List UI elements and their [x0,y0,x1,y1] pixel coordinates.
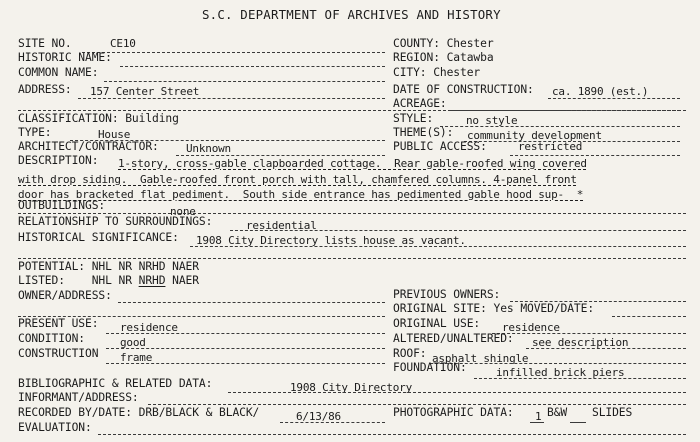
significance-value: 1908 City Directory lists house as vacant. [196,234,466,247]
altered-line [526,348,686,349]
original-site: ORIGINAL SITE: Yes MOVED/DATE: [393,302,595,315]
relationship-line [230,230,686,231]
potential: POTENTIAL: NHL NR NRHD NAER [18,260,199,273]
relationship-label: RELATIONSHIP TO SURROUNDINGS: [18,215,213,228]
style-label: STYLE: [393,112,434,125]
listed-nrhd: NRHD [138,274,166,287]
foundation-label: FOUNDATION: [393,361,467,374]
roof-value: asphalt shingle [432,352,529,365]
original-use-label: ORIGINAL USE: [393,317,481,330]
photo-count: 1 [535,410,542,423]
altered-label: ALTERED/UNALTERED: [393,332,514,345]
photo-bw: B&W [547,406,568,419]
public-access-label: PUBLIC ACCESS: [393,140,487,153]
section-divider-3 [18,258,686,259]
condition-line [106,348,385,349]
foundation-value: infilled brick piers [496,366,625,379]
city: CITY: Chester [393,66,481,79]
informant-line [148,404,686,405]
public-access-value: restricted [518,140,583,153]
roof-line [430,363,686,364]
construction-value: frame [120,351,153,364]
type-label: TYPE: [18,126,52,139]
site-no-label: SITE NO. [18,37,72,50]
description-line-2: with drop siding. Gable-roofed front porch with tall, chamfered columns. 4-panel front [18,173,577,186]
region: REGION: Catawba [393,51,494,64]
listed [18,275,199,286]
address-line [78,98,385,99]
site-no-line [82,52,385,53]
description-line-1: 1-story, cross-gable clapboarded cottage. Rear gable-roofed wing covered [118,157,587,170]
listed-prefix: LISTED: NHL NR [18,274,139,287]
significance-line [190,246,686,247]
bibliographic-label: BIBLIOGRAPHIC & RELATED DATA: [18,377,213,390]
relationship-value: residential [246,219,317,232]
date-construction-value: ca. 1890 (est.) [552,85,649,98]
classification: CLASSIFICATION: Building [18,112,179,125]
site-no-value: CE10 [110,37,136,50]
significance-label: HISTORICAL SIGNIFICANCE: [18,231,179,244]
acreage-label: ACREAGE: [393,97,447,110]
public-access-line [510,155,680,156]
photo-bw-line [570,422,586,423]
previous-owners-label: PREVIOUS OWNERS: [393,288,501,301]
address-label: ADDRESS: [18,83,72,96]
recorded-date: 6/13/86 [296,410,341,423]
architect-label: ARCHITECT/CONTRACTOR: [18,140,159,153]
informant-label: INFORMANT/ADDRESS: [18,391,139,404]
date-construction-line [548,98,680,99]
address-value: 157 Center Street [90,85,200,98]
bibliographic-line [228,392,686,393]
condition-label: CONDITION: [18,332,86,345]
section-divider-1 [18,110,686,111]
architect-value: Unknown [186,142,231,155]
original-use-line [492,333,686,334]
photo-label: PHOTOGRAPHIC DATA: [393,406,514,419]
description-label: DESCRIPTION: [18,154,99,167]
original-use-value: residence [502,321,560,334]
present-use-line [106,333,385,334]
construction-label: CONSTRUCTION [18,347,99,360]
present-use-value: residence [120,321,178,334]
bibliographic-value: 1908 City Directory [290,381,413,394]
type-value: House [98,128,131,141]
construction-line [106,363,385,364]
recorded-label: RECORDED BY/DATE: DRB/BLACK & BLACK/ [18,406,260,419]
present-use-label: PRESENT USE: [18,317,99,330]
foundation-line [474,378,686,379]
outbuildings-label: OUTBUILDINGS: [18,199,106,212]
style-value: no style [466,114,518,127]
evaluation-label: EVALUATION: [18,421,92,434]
owner-line [118,302,385,303]
outbuildings-value: none [170,205,196,218]
theme-label: THEME(S): [393,126,454,139]
recorded-line [280,422,385,423]
common-name-label: COMMON NAME: [18,66,99,79]
style-line [440,126,680,127]
condition-value: good [120,336,146,349]
photo-slides: SLIDES [592,406,633,419]
owner-label: OWNER/ADDRESS: [18,289,112,302]
architect-line [176,155,385,156]
listed-suffix: NAER [165,274,199,287]
original-site-line [612,316,686,317]
historic-name-label: HISTORIC NAME: [18,51,112,64]
date-construction-label: DATE OF CONSTRUCTION: [393,83,534,96]
common-name-line [104,81,385,82]
theme-value: community development [467,129,602,142]
county: COUNTY: Chester [393,37,494,50]
roof-label: ROOF: [393,347,427,360]
evaluation-line [98,434,686,435]
altered-value: see description [532,336,629,349]
historic-name-line [120,66,385,67]
description-line-3: door has bracketed flat pediment. South side entrance has pedimented gable hood sup- * [18,188,584,201]
form-header: S.C. DEPARTMENT OF ARCHIVES AND HISTORY [202,7,501,22]
section-divider-2 [18,213,686,214]
photo-count-line [530,422,544,423]
